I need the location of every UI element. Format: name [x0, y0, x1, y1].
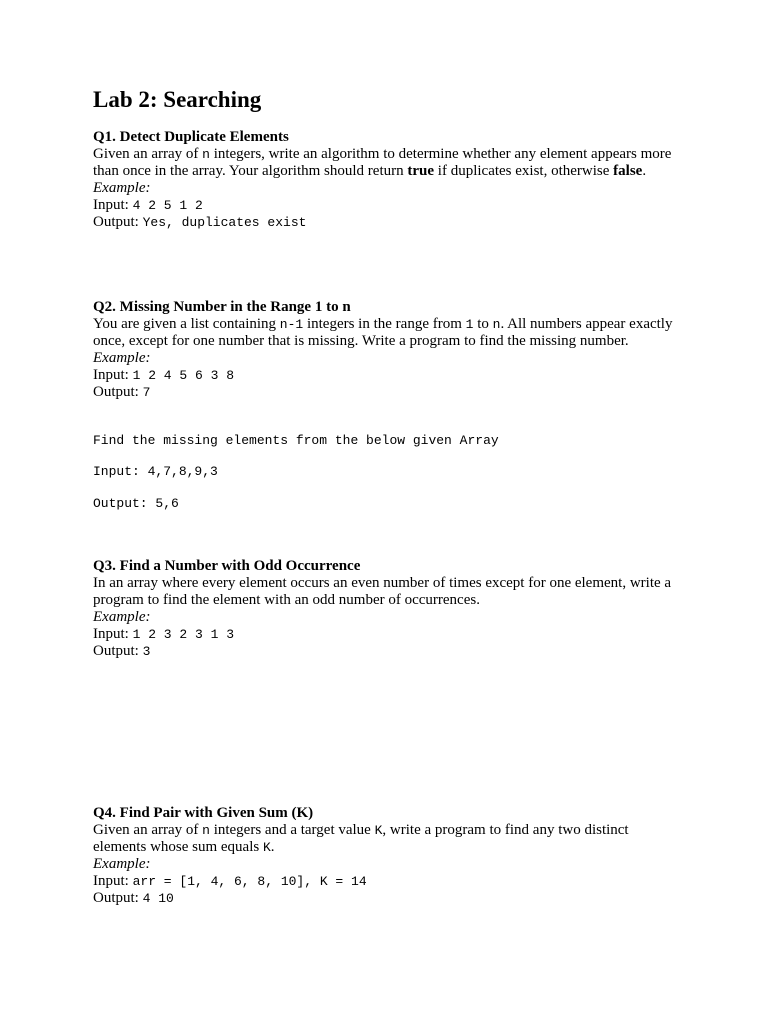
question-2-example-label: Example: — [93, 350, 151, 366]
q2-desc-part: to — [473, 316, 493, 332]
q2-desc-part: . All numbers appear exactly once, except for one number that is missing. Write a program to find the missing number. — [93, 316, 673, 349]
output-label: Output: — [93, 384, 143, 400]
output-value: 3 — [142, 644, 151, 659]
input-value: 4 2 5 1 2 — [132, 198, 203, 213]
question-4 — [93, 805, 683, 907]
output-label: Output: — [93, 643, 143, 659]
question-3 — [93, 558, 683, 660]
q1-desc-part: integers, write an algorithm to determine whether any element appears more than once in the array. Your algorithm should return — [93, 146, 672, 179]
question-2-output — [93, 384, 683, 401]
input-label: Input: — [93, 626, 133, 642]
question-2-description — [93, 316, 683, 350]
q4-code-k: K — [374, 823, 383, 838]
question-3-input — [93, 626, 683, 643]
q4-code-n: n — [202, 823, 210, 838]
q4-desc-part: . — [270, 839, 275, 855]
q2-desc-part: integers in the range from — [303, 316, 466, 332]
input-value: 1 2 4 5 6 3 8 — [132, 368, 235, 383]
question-1 — [93, 129, 683, 231]
input-label: Input: — [93, 873, 133, 889]
input-value: 1 2 3 2 3 1 3 — [132, 627, 235, 642]
question-1-input — [93, 197, 683, 214]
question-2-title: Q2. Missing Number in the Range 1 to n — [93, 299, 351, 315]
output-value: Yes, duplicates exist — [142, 215, 307, 230]
question-3-title: Q3. Find a Number with Odd Occurrence — [93, 558, 361, 574]
output-label: Output: — [93, 890, 143, 906]
extra-task-output: Output: 5,6 — [93, 496, 179, 511]
q1-true-keyword: true — [407, 163, 435, 179]
q2-code-n: n — [492, 317, 501, 332]
q4-desc-part: , write a program to find any two distinct elements whose sum equals — [93, 822, 629, 855]
question-4-example-label: Example: — [93, 856, 151, 872]
question-4-title: Q4. Find Pair with Given Sum (K) — [93, 805, 314, 821]
q4-desc-part: integers and a target value — [209, 822, 375, 838]
question-3-description: In an array where every element occurs an even number of times except for one element, write a program to find the element with an odd number of occurrences. — [93, 575, 672, 608]
input-label: Input: — [93, 367, 133, 383]
question-4-input — [93, 873, 683, 890]
output-label: Output: — [93, 214, 143, 230]
question-1-title: Q1. Detect Duplicate Elements — [93, 129, 289, 145]
question-2 — [93, 299, 683, 401]
q4-code-k: K — [262, 840, 271, 855]
q1-desc-part: if duplicates exist, otherwise — [434, 163, 614, 179]
input-label: Input: — [93, 197, 133, 213]
question-4-output — [93, 890, 683, 907]
question-1-output — [93, 214, 683, 231]
q1-code-n: n — [202, 147, 210, 162]
question-3-output — [93, 643, 683, 660]
output-value: 7 — [142, 385, 151, 400]
q2-desc-part: You are given a list containing — [93, 316, 280, 332]
q1-false-keyword: false — [613, 163, 643, 179]
q2-code-1: 1 — [465, 317, 474, 332]
q1-desc-part: Given an array of — [93, 146, 203, 162]
question-2-input — [93, 367, 683, 384]
question-1-description — [93, 146, 683, 180]
extra-task-input: Input: 4,7,8,9,3 — [93, 464, 218, 479]
q1-desc-part: . — [642, 163, 647, 179]
extra-task-text: Find the missing elements from the below given Array — [93, 433, 499, 448]
q2-code-n-minus-1: n-1 — [279, 317, 304, 332]
input-value: arr = [1, 4, 6, 8, 10], K = 14 — [132, 874, 367, 889]
page-title: Lab 2: Searching — [93, 87, 262, 112]
question-4-description — [93, 822, 683, 856]
question-3-example-label: Example: — [93, 609, 151, 625]
q4-desc-part: Given an array of — [93, 822, 203, 838]
output-value: 4 10 — [142, 891, 174, 906]
question-1-example-label: Example: — [93, 180, 151, 196]
